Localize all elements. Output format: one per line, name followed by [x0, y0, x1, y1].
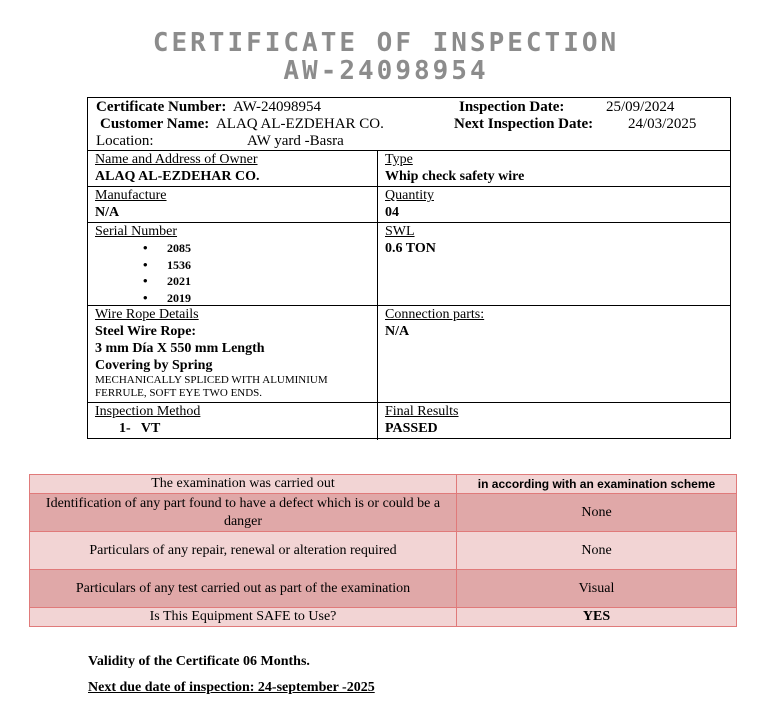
wire-connection-row: [88, 306, 730, 403]
wire-rope-note1: MECHANICALLY SPLICED WITH ALUMINIUM: [95, 374, 328, 386]
validity-text: Validity of the Certificate 06 Months.: [88, 654, 310, 669]
certificate-id-title: AW-24098954: [283, 56, 489, 86]
manufacture-label: Manufacture: [95, 188, 167, 203]
exam-answer: Visual: [457, 570, 737, 608]
exam-row: [30, 608, 737, 627]
exam-question: Identification of any part found to have a defect which is or could be a danger: [30, 494, 457, 532]
owner-value: ALAQ AL-EZDEHAR CO.: [95, 169, 260, 184]
exam-question: Particulars of any repair, renewal or alteration required: [30, 532, 457, 570]
connection-parts-label: Connection parts:: [385, 307, 485, 322]
wire-rope-note2: FERRULE, SOFT EYE TWO ENDS.: [95, 387, 263, 399]
serial-number-item: • 2085: [143, 240, 370, 257]
location-label: Location:: [96, 133, 154, 149]
type-value: Whip check safety wire: [385, 169, 525, 184]
quantity-label: Quantity: [385, 188, 434, 203]
serial-swl-row: [88, 223, 730, 306]
manufacture-value: N/A: [95, 205, 120, 220]
certificate-table: [87, 97, 731, 439]
owner-type-row: [88, 151, 730, 187]
exam-question: The examination was carried out: [30, 475, 457, 494]
serial-number-list: [95, 240, 370, 306]
method-result-row: [88, 403, 730, 440]
safe-to-use-answer: YES: [457, 608, 737, 627]
final-results-label: Final Results: [385, 404, 459, 419]
connection-parts-value: N/A: [385, 324, 410, 339]
cert-number-label: Certificate Number:: [96, 99, 227, 115]
certificate-header: [88, 98, 730, 151]
serial-number-item: • 2019: [143, 290, 370, 307]
wire-rope-line2: 3 mm Día X 550 mm Length: [95, 341, 265, 356]
inspection-method-label: Inspection Method: [95, 404, 201, 419]
certificate-title: CERTIFICATE OF INSPECTION: [152, 28, 620, 58]
exam-answer: in according with an examination scheme: [457, 475, 737, 494]
exam-answer: None: [457, 494, 737, 532]
serial-number-label: Serial Number: [95, 224, 178, 239]
exam-row: [30, 475, 737, 494]
swl-value: 0.6 TON: [385, 241, 436, 256]
exam-row: [30, 494, 737, 532]
exam-answer: None: [457, 532, 737, 570]
exam-question: Is This Equipment SAFE to Use?: [30, 608, 457, 627]
location-value: AW yard -Basra: [247, 133, 344, 149]
next-inspection-date-value: 24/03/2025: [628, 116, 697, 132]
exam-row: [30, 570, 737, 608]
inspection-date-value: 25/09/2024: [606, 99, 675, 115]
inspection-date-label: Inspection Date:: [459, 99, 565, 115]
quantity-value: 04: [385, 205, 399, 220]
wire-rope-line1: Steel Wire Rope:: [95, 324, 197, 339]
serial-number-item: • 2021: [143, 273, 370, 290]
owner-label: Name and Address of Owner: [95, 152, 258, 167]
examination-table: [29, 474, 737, 627]
cert-number-value: AW-24098954: [233, 99, 322, 115]
wire-rope-line3: Covering by Spring: [95, 358, 213, 373]
next-due-date-text: Next due date of inspection: 24-september -2025: [88, 680, 375, 695]
customer-value: ALAQ AL-EZDEHAR CO.: [215, 116, 384, 132]
final-results-value: PASSED: [385, 421, 438, 436]
exam-row: [30, 532, 737, 570]
inspection-method-value: 1- VT: [119, 421, 161, 436]
next-inspection-date-label: Next Inspection Date:: [454, 116, 594, 132]
type-label: Type: [385, 152, 413, 167]
serial-number-item: • 1536: [143, 257, 370, 274]
exam-question: Particulars of any test carried out as part of the examination: [30, 570, 457, 608]
customer-label: Customer Name:: [100, 116, 210, 132]
manufacture-quantity-row: [88, 187, 730, 223]
swl-label: SWL: [385, 224, 415, 239]
wire-rope-label: Wire Rope Details: [95, 307, 199, 322]
